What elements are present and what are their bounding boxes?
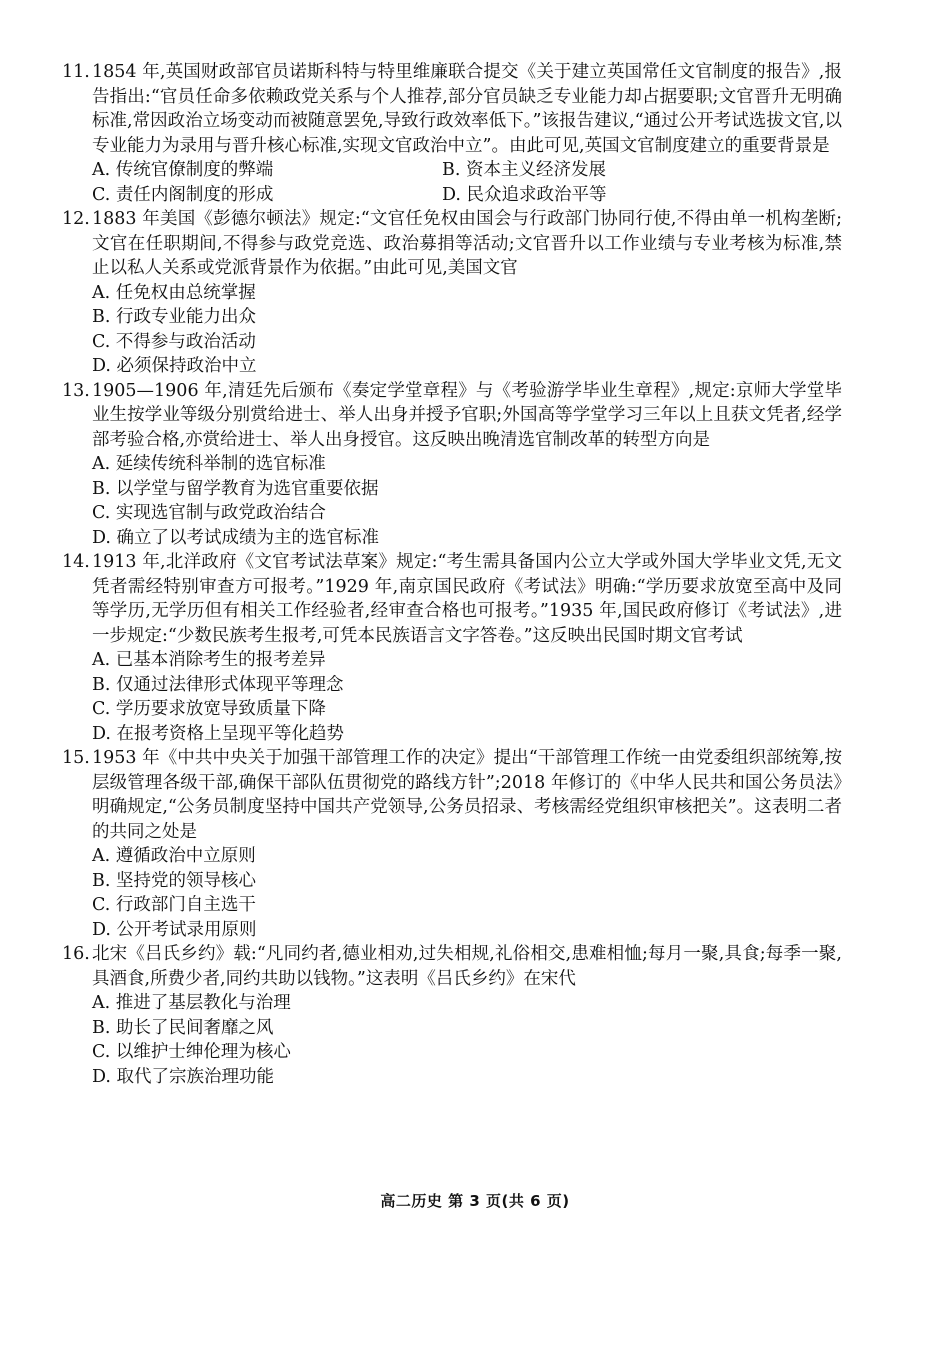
option-a: A. 遵循政治中立原则 (92, 846, 256, 866)
option-c: C. 实现选官制与政党政治结合 (92, 503, 326, 523)
option-c: C. 以维护士绅伦理为核心 (92, 1042, 291, 1062)
question-text: 1913 年,北洋政府《文官考试法草案》规定:“考生需具备国内公立大学或外国大学毕业文凭,无文凭者需经特别审查方可报考。”1929 年,南京国民政府《考试法》明确:“学历要求放宽至高中及同等学历,无学历但有相关工作经验者,经审查合格也可报考。”1935 年,国民政府修订《考试法》,进一步规定:“少数民族考生报考,可凭本民族语言文字答卷。”这反映出民国时期文官考试 (92, 552, 842, 646)
option-a: A. 延续传统科举制的选官标准 (92, 454, 326, 474)
question-number: 16. (62, 944, 90, 964)
option-list (62, 648, 842, 746)
option-a: A. 任免权由总统掌握 (92, 282, 256, 303)
question-stem (62, 60, 842, 158)
option-b: B. 行政专业能力出众 (92, 307, 256, 327)
question-text: 北宋《吕氏乡约》载:“凡同约者,德业相劝,过失相规,礼俗相交,患难相恤;每月一聚,具食;每季一聚,具酒食,所费少者,同约共助以钱物。”这表明《吕氏乡约》在宋代 (92, 944, 842, 989)
option-list (62, 452, 842, 550)
question-stem (62, 550, 842, 648)
question-number: 12. (62, 209, 90, 229)
question-number: 11. (62, 62, 90, 82)
option-b: B. 助长了民间奢靡之风 (92, 1017, 274, 1038)
option-c: C. 学历要求放宽导致质量下降 (92, 699, 326, 719)
question-text: 1905—1906 年,清廷先后颁布《奏定学堂章程》与《考验游学毕业生章程》,规定:京师大学堂毕业生按学业等级分别赏给进士、举人出身并授予官职;外国高等学堂学习三年以上且获文凭者,经学部考验合格,亦赏给进士、举人出身授官。这反映出晚清选官制改革的转型方向是 (92, 380, 842, 450)
question-number: 14. (62, 552, 90, 572)
option-b: B. 资本主义经济发展 (442, 160, 606, 180)
option-b: B. 仅通过法律形式体现平等理念 (92, 674, 344, 695)
option-c: C. 行政部门自主选干 (92, 895, 256, 915)
option-a: A. 已基本消除考生的报考差异 (92, 650, 326, 670)
option-a: A. 推进了基层教化与治理 (92, 993, 291, 1013)
question-text: 1883 年美国《彭德尔顿法》规定:“文官任免权由国会与行政部门协同行使,不得由单一机构垄断;文官在任职期间,不得参与政党竞选、政治募捐等活动;文官晋升以工作业绩与专业考核为标准,禁止以私人关系或党派背景作为依据。”由此可见,美国文官 (92, 209, 842, 278)
question-stem (62, 942, 842, 991)
option-c: C. 责任内阁制度的形成 (92, 184, 274, 205)
question-list (62, 60, 842, 1089)
option-d: D. 确立了以考试成绩为主的选官标准 (92, 527, 380, 548)
question-text: 1953 年《中共中央关于加强干部管理工作的决定》提出“干部管理工作统一由党委组织部统筹,按层级管理各级干部,确保干部队伍贯彻党的路线方针”;2018 年修订的《中华人民共和国公务员法》明确规定,“公务员制度坚持中国共产党领导,公务员招录、考核需经党组织审核把关”。这表明二者的共同之处是 (92, 748, 842, 842)
option-b: B. 坚持党的领导核心 (92, 870, 256, 891)
question-13 (62, 379, 842, 551)
option-c: C. 不得参与政治活动 (92, 331, 256, 352)
question-stem (62, 379, 842, 453)
question-12 (62, 207, 842, 379)
question-stem (62, 207, 842, 281)
option-d: D. 取代了宗族治理功能 (92, 1066, 275, 1087)
option-list (62, 158, 842, 207)
option-a: A. 传统官僚制度的弊端 (92, 160, 274, 180)
question-11 (62, 60, 842, 207)
question-stem (62, 746, 842, 844)
question-number: 13. (62, 380, 90, 401)
option-list (62, 991, 842, 1089)
question-16 (62, 942, 842, 1089)
question-number: 15. (62, 748, 90, 768)
option-d: D. 必须保持政治中立 (92, 356, 257, 376)
option-list (62, 281, 842, 379)
option-d: D. 公开考试录用原则 (92, 919, 257, 940)
question-15 (62, 746, 842, 942)
page-footer: 高二历史 第 3 页(共 6 页) (380, 1192, 570, 1210)
option-b: B. 以学堂与留学教育为选官重要依据 (92, 478, 379, 499)
option-d: D. 民众追求政治平等 (442, 184, 607, 205)
question-text: 1854 年,英国财政部官员诺斯科特与特里维廉联合提交《关于建立英国常任文官制度的报告》,报告指出:“官员任命多依赖政党关系与个人推荐,部分官员缺乏专业能力却占据要职;文官晋升无明确标准,常因政治立场变动而被随意罢免,导致行政效率低下。”该报告建议,“通过公开考试选拔文官,以专业能力为录用与晋升核心标准,实现文官政治中立”。由此可见,英国文官制度建立的重要背景是 (92, 62, 842, 156)
option-d: D. 在报考资格上呈现平等化趋势 (92, 723, 345, 744)
question-14 (62, 550, 842, 746)
option-list (62, 844, 842, 942)
